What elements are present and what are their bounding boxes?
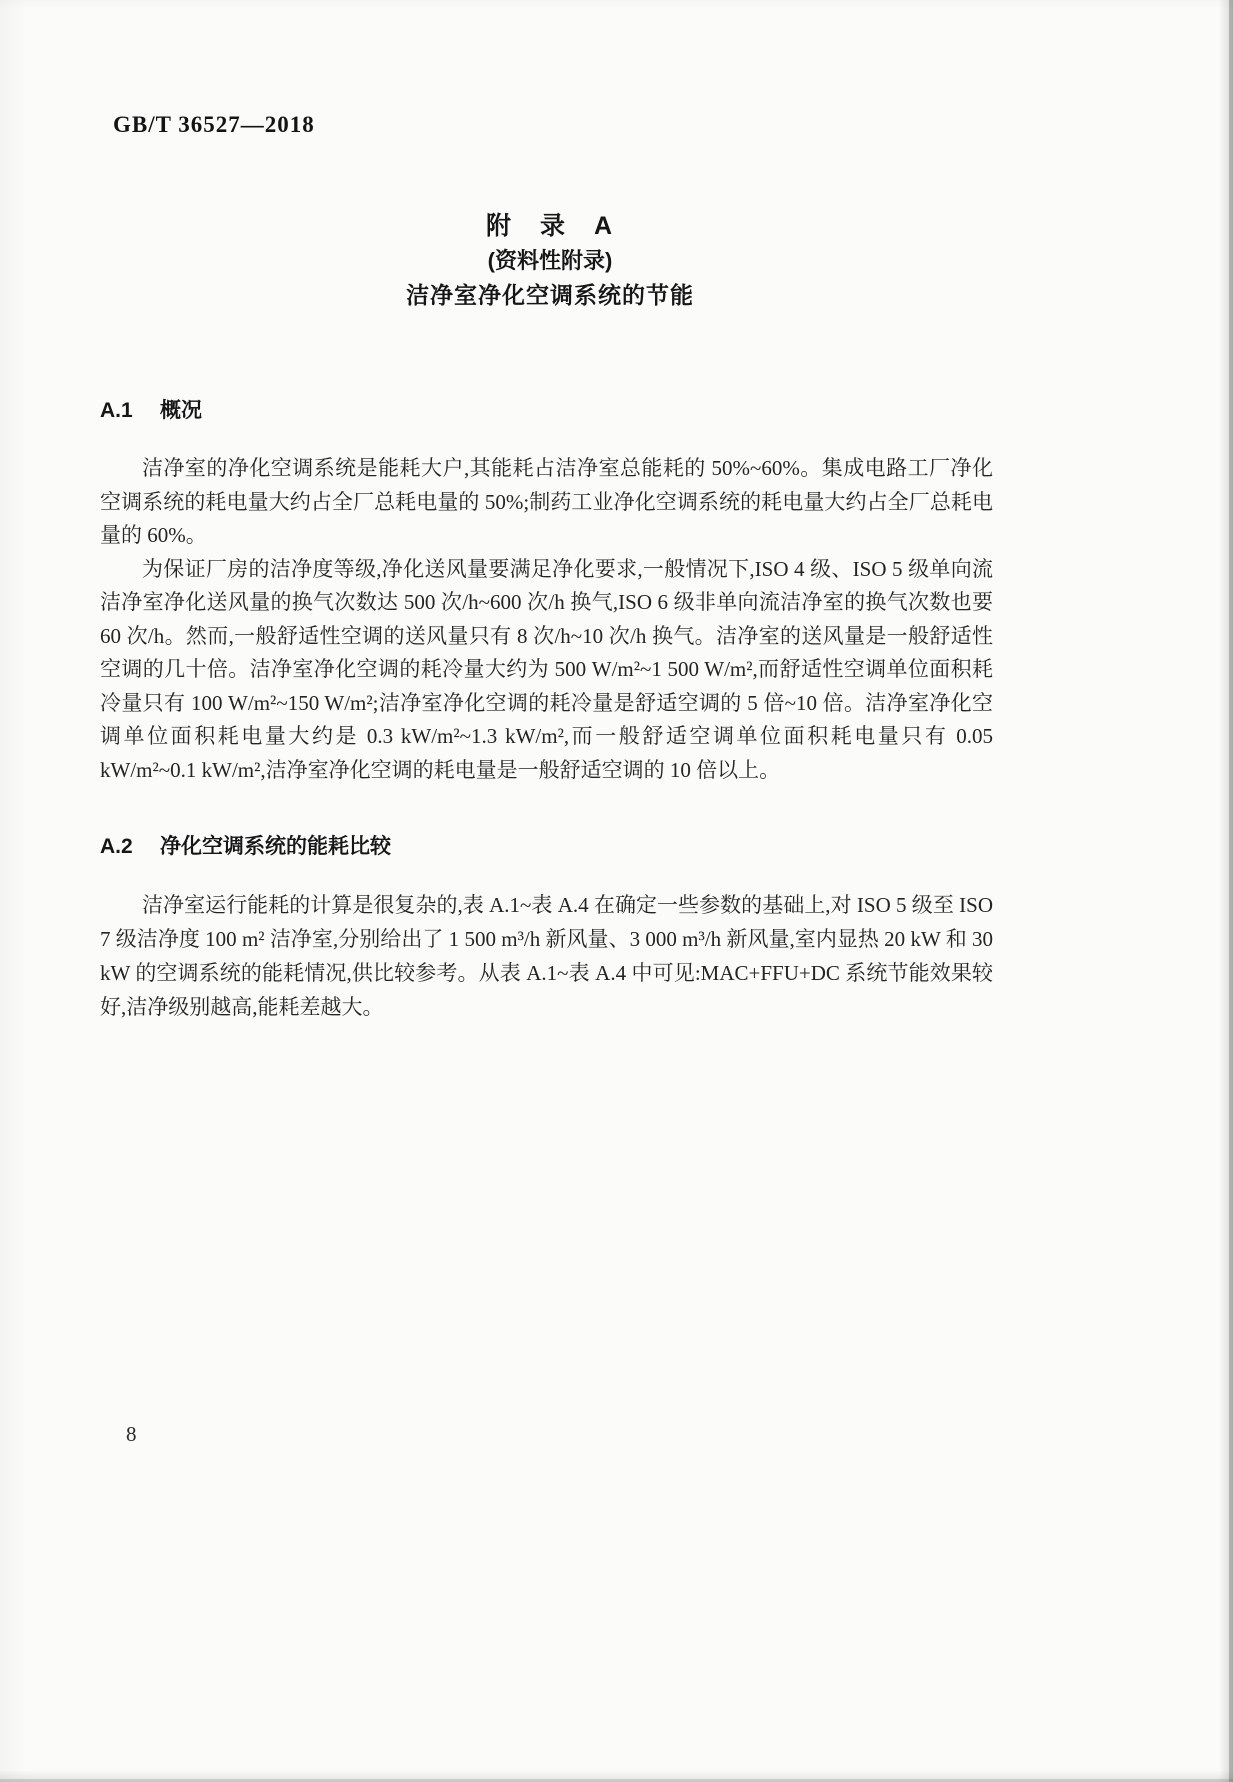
paragraph: 洁净室的净化空调系统是能耗大户,其能耗占洁净室总能耗的 50%~60%。集成电路工厂净化空调系统的耗电量大约占全厂总耗电量的 50%;制药工业净化空调系统的耗电量大约占全厂总耗电量的 60%。: [100, 456, 993, 547]
section-a1-heading: [100, 394, 995, 424]
section-a1-body: [100, 452, 993, 787]
appendix-sub-label: (资料性附录): [487, 248, 613, 273]
section-a2-number: A.2: [100, 835, 133, 858]
section-a2-body: [100, 888, 993, 1024]
paragraph: 洁净室运行能耗的计算是很复杂的,表 A.1~表 A.4 在确定一些参数的基础上,对 ISO 5 级至 ISO 7 级洁净度 100 m² 洁净室,分别给出了 1 500 m³/h 新风量、3 000 m³/h 新风量,室内显热 20 kW 和 30 kW 的空调系统的能耗情况,供比较参考。从表 A.1~表 A.4 中可见:MAC+FFU+DC 系统节能效果较好,洁净级别越高,能耗差越大。: [100, 893, 993, 1019]
section-a1-number: A.1: [100, 399, 133, 422]
appendix-title: 洁净室净化空调系统的节能: [406, 282, 694, 308]
section-a2-heading: [100, 830, 995, 860]
appendix-title-block: [100, 208, 1000, 312]
section-a2-title: 净化空调系统的能耗比较: [159, 835, 391, 858]
doc-number: GB/T 36527—2018: [113, 112, 315, 137]
appendix-label: 附 录 A: [485, 212, 615, 240]
page-number: 8: [126, 1422, 137, 1446]
scan-edge-shadow-right: [1229, 0, 1233, 1782]
section-a1-title: 概况: [159, 399, 202, 422]
paragraph: 为保证厂房的洁净度等级,净化送风量要满足净化要求,一般情况下,ISO 4 级、ISO 5 级单向流洁净室净化送风量的换气次数达 500 次/h~600 次/h 换气,ISO 6 级非单向流洁净室的换气次数也要 60 次/h。然而,一般舒适性空调的送风量只有 8 次/h~10 次/h 换气。洁净室的送风量是一般舒适性空调的几十倍。洁净室净化空调的耗冷量大约为 500 W/m²~1 500 W/m²,而舒适性空调单位面积耗冷量只有 100 W/m²~150 W/m²;洁净室净化空调的耗冷量是舒适空调的 5 倍~10 倍。洁净室净化空调单位面积耗电量大约是 0.3 kW/m²~1.3 kW/m²,而一般舒适空调单位面积耗电量只有 0.05 kW/m²~0.1 kW/m²,洁净室净化空调的耗电量是一般舒适空调的 10 倍以上。: [100, 556, 993, 782]
